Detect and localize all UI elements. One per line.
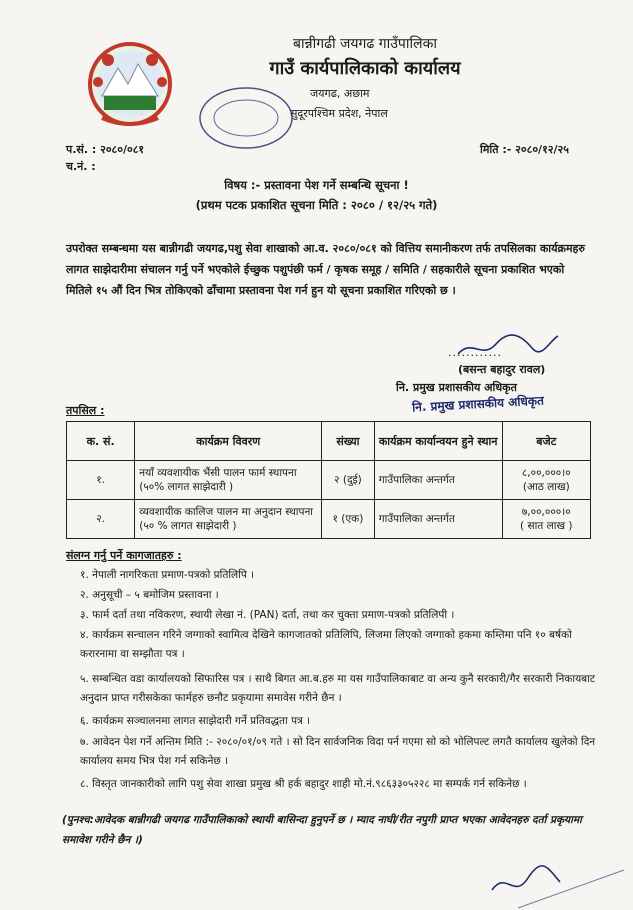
attachment-item: २. अनुसूची – ५ बमोजिम प्रस्तावना । bbox=[80, 589, 219, 601]
signature-line: ............ bbox=[448, 346, 502, 359]
municipality-name: बान्नीगढी जयगढ गाउँपालिका bbox=[292, 36, 438, 52]
subject-line: विषय :- प्रस्तावना पेश गर्ने सम्बन्धि सूचना ! bbox=[224, 178, 409, 192]
notice-body: उपरोक्त सम्बन्धमा यस बान्नीगढी जयगढ,पशु सेवा शाखाको आ.व. २०८०/०८१ को वित्तिय समानीकरण तर्फ तपसिलका कार्यक्रमहरु लागत साझेदारीमा संचालन गर्नु पर्ने भएकोले ईच्छुक पशुपंछी फर्म / कृषक समूह / समिति / सहकारीले सूचना प्रकाशित भएको मितिले १५ औं दिन भित्र तोकिएको ढाँचामा प्रस्तावना पेश गर्न हुन यो सूचना प्रकाशित गरिएको छ । bbox=[66, 242, 585, 297]
attachments-label: संलग्न गर्नु पर्ने कागजातहरु : bbox=[66, 549, 182, 562]
cell-budget bbox=[502, 461, 590, 500]
reference-number: प.सं. : २०८०/०८१ bbox=[66, 143, 145, 156]
office-round-stamp bbox=[196, 84, 296, 152]
officer-signature-stamp bbox=[488, 830, 628, 910]
budget-words: (आठ लाख) bbox=[522, 481, 570, 493]
cell-location: गाउँपालिका अन्तर्गत bbox=[374, 461, 502, 500]
program-table bbox=[66, 421, 591, 539]
designation-stamp: नि. प्रमुख प्रशासकीय अधिकृत bbox=[411, 393, 545, 415]
attachment-item: ८. विस्तृत जानकारीको लागि पशु सेवा शाखा प्रमुख श्री हर्क बहादुर शाही मो.नं.९८६३३०५२२८ मा सम्पर्क गर्न सकिनेछ । bbox=[80, 778, 527, 790]
cell-serial: १. bbox=[67, 461, 135, 500]
attachment-item: ३. फार्म दर्ता तथा नविकरण, स्थायी लेखा नं. (PAN) दर्ता, तथा कर चुक्ता प्रमाण-पत्रको प्रतिलिपी । bbox=[80, 609, 455, 621]
postscript-note: (पुनश्च:आवेदक बान्नीगढी जयगढ गाउँपालिकाको स्थायी बासिन्दा हुनुपर्ने छ । म्याद नाघी/रीत नपुगी प्राप्त भएका आवेदनहरु दर्ता प्रकृयामा समावेश गरीने छैन ।) bbox=[62, 814, 582, 846]
subject-publication-date: (प्रथम पटक प्रकाशित सूचना मिति : २०८० / १२/२५ गते) bbox=[195, 198, 438, 212]
cell-location: गाउँपालिका अन्तर्गत bbox=[374, 500, 502, 539]
cell-serial: २. bbox=[67, 500, 135, 539]
cell-quantity: २ (दुई) bbox=[322, 461, 375, 500]
office-name: गाउँ कार्यपालिकाको कार्यालय bbox=[269, 58, 461, 79]
attachment-item: ६. कार्यक्रम सञ्चालनमा लागत साझेदारी गर्ने प्रतिवद्धता पत्र । bbox=[80, 715, 311, 727]
budget-amount: ८,००,०००।० bbox=[521, 467, 571, 479]
cell-description: नयाँ व्यवशायीक भैंसी पालन फार्म स्थापना (५०% लागत साझेदारी ) bbox=[135, 461, 322, 500]
dispatch-number: च.नं. : bbox=[66, 160, 96, 173]
table-row bbox=[67, 461, 591, 500]
attachment-item: ५. सम्बन्धित वडा कार्यालयको सिफारिस पत्र । साथै बिगत आ.ब.हरु मा यस गाउँपालिकाबाट वा अन्य कुनै सरकारी/गैर सरकारी निकायबाट अनुदान प्राप्त गरीसकेका फार्महरु छनौट प्रकृयामा समावेस गरीने छैन । bbox=[80, 673, 596, 704]
table-label: तपसिल : bbox=[66, 404, 105, 417]
attachment-item: ४. कार्यक्रम सन्चालन गरिने जग्गाको स्वामित्व देखिने कागजातको प्रतिलिपि, लिजमा लिएको जग्गाको हकमा कम्तिमा पनि १० बर्षको करारनामा वा सम्झौता पत्र । bbox=[80, 629, 572, 660]
col-description: कार्यक्रम विवरण bbox=[135, 422, 322, 461]
province-country: सुदूरपश्चिम प्रदेश, नेपाल bbox=[290, 107, 388, 120]
budget-words: ( सात लाख ) bbox=[520, 520, 573, 532]
table-row bbox=[67, 500, 591, 539]
attachment-item: १. नेपाली नागरिकता प्रमाण-पत्रको प्रतिलिपि । bbox=[80, 569, 255, 581]
signatory-name: (बसन्त बहादुर रावल) bbox=[458, 363, 546, 376]
cell-budget bbox=[502, 500, 590, 539]
col-location: कार्यक्रम कार्यान्वयन हुने स्थान bbox=[374, 422, 502, 461]
notice-date: मिति :- २०८०/१२/२५ bbox=[480, 143, 569, 156]
table-header-row bbox=[67, 422, 591, 461]
col-budget: बजेट bbox=[502, 422, 590, 461]
office-location: जयगढ, अछाम bbox=[310, 87, 370, 100]
nepal-government-emblem-icon bbox=[82, 38, 178, 130]
col-quantity: संख्या bbox=[322, 422, 375, 461]
cell-quantity: १ (एक) bbox=[322, 500, 375, 539]
col-serial: क. सं. bbox=[67, 422, 135, 461]
signatory-designation: नि. प्रमुख प्रशासकीय अधिकृत bbox=[396, 381, 517, 394]
budget-amount: ७,००,०००।० bbox=[521, 506, 571, 518]
cell-description: व्यवशायीक कालिज पालन मा अनुदान स्थापना (५० % लागत साझेदारी ) bbox=[135, 500, 322, 539]
attachment-item: ७. आवेदन पेश गर्ने अन्तिम मिति :- २०८०/०१/०९ गते । सो दिन सार्वजनिक विदा पर्न गएमा सो को भोलिपल्ट लगतै कार्यालय खुलेको दिन कार्यालय समय भित्र पेश गर्न सकिनेछ । bbox=[80, 736, 596, 767]
